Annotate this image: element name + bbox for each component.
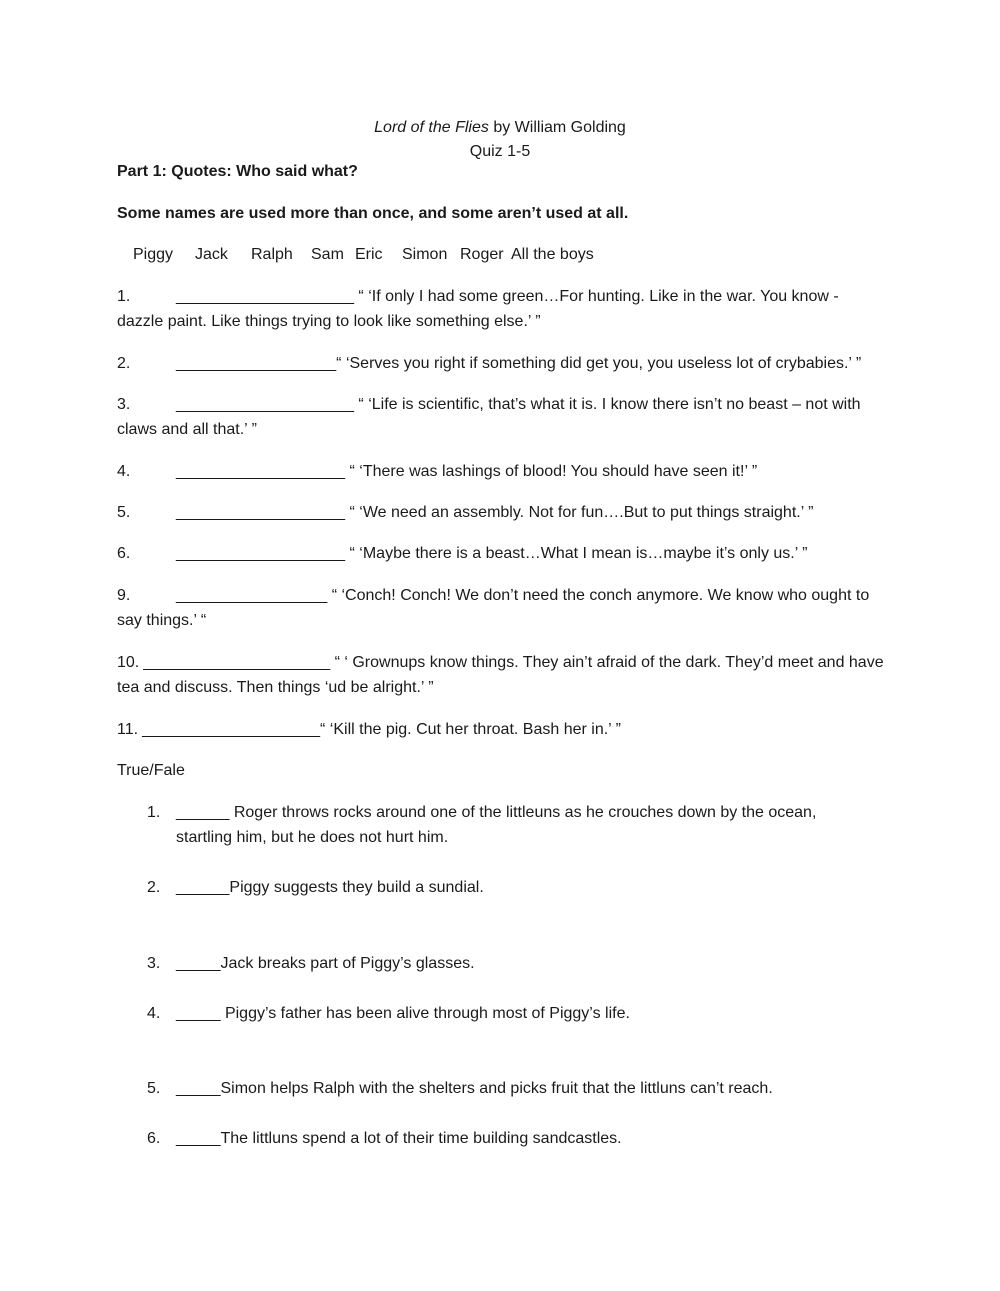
quote-text: ___________________ “ ‘There was lashings of blood! You should have seen it!’ ” xyxy=(176,463,758,480)
truefalse-text: _____Simon helps Ralph with the shelters and picks fruit that the littluns can’t reach. xyxy=(176,1080,773,1097)
name-eric: Eric xyxy=(355,246,383,263)
document-title xyxy=(0,118,1000,138)
book-title: Lord of the Flies xyxy=(374,119,489,136)
part1-instruction: Some names are used more than once, and some aren’t used at all. xyxy=(117,205,629,222)
quote-text: ____________________“ ‘Kill the pig. Cut her throat. Bash her in.’ ” xyxy=(142,721,621,738)
quiz-subtitle: Quiz 1-5 xyxy=(469,143,531,160)
author-byline: by William Golding xyxy=(488,119,626,136)
quote-text: _________________ “ ‘Conch! Conch! We don’t need the conch anymore. We know who ought to say things.’ “ xyxy=(117,587,870,629)
truefalse-item: 4. _____ Piggy’s father has been alive through most of Piggy’s life. xyxy=(147,1001,847,1026)
quote-text: ___________________ “ ‘We need an assembly. Not for fun….But to put things straight.’ ” xyxy=(176,504,814,521)
quote-item: 9. _________________ “ ‘Conch! Conch! We don’t need the conch anymore. We know who ought to say things.’ “ xyxy=(117,587,870,629)
quote-item: 2. __________________“ ‘Serves you right if something did get you, you useless lot of crybabies.’ ” xyxy=(117,355,862,372)
name-piggy: Piggy xyxy=(133,246,174,263)
name-simon: Simon xyxy=(402,246,448,263)
truefalse-heading: True/Fale xyxy=(117,762,185,779)
quote-item: 11. ____________________“ ‘Kill the pig. Cut her throat. Bash her in.’ ” xyxy=(117,721,621,738)
quote-text: ____________________ “ ‘Life is scientific, that’s what it is. I know there isn’t no beast – not with claws and all that.’ ” xyxy=(117,396,861,438)
truefalse-text: _____Jack breaks part of Piggy’s glasses. xyxy=(176,955,475,972)
truefalse-text: ______ Roger throws rocks around one of the littleuns as he crouches down by the ocean, startling him, but he does not hurt him. xyxy=(176,804,817,846)
truefalse-item: 2. ______Piggy suggests they build a sundial. xyxy=(147,875,847,900)
quote-item: 4. ___________________ “ ‘There was lashings of blood! You should have seen it!’ ” xyxy=(117,463,758,480)
truefalse-text: _____ Piggy’s father has been alive through most of Piggy’s life. xyxy=(176,1005,630,1022)
name-sam: Sam xyxy=(311,246,344,263)
truefalse-text: ______Piggy suggests they build a sundial. xyxy=(176,879,484,896)
quote-text: ____________________ “ ‘If only I had some green…For hunting. Like in the war. You know - dazzle paint. Like things trying to look like something else.’ ” xyxy=(117,288,839,330)
quote-text: _____________________ “ ‘ Grownups know things. They ain’t afraid of the dark. They’d meet and have tea and discuss. Then things ‘ud be alright.’ ” xyxy=(117,654,884,696)
part1-heading: Part 1: Quotes: Who said what? xyxy=(117,163,358,180)
truefalse-item: 6. _____The littluns spend a lot of their time building sandcastles. xyxy=(147,1126,847,1151)
quote-text: ___________________ “ ‘Maybe there is a beast…What I mean is…maybe it’s only us.’ ” xyxy=(176,545,808,562)
truefalse-text: _____The littluns spend a lot of their time building sandcastles. xyxy=(176,1130,622,1147)
name-jack: Jack xyxy=(195,246,228,263)
quote-item: 3. ____________________ “ ‘Life is scientific, that’s what it is. I know there isn’t no beast – not with claws and all that.’ ” xyxy=(117,396,861,438)
name-all-the-boys: All the boys xyxy=(511,246,594,263)
quote-item: 5. ___________________ “ ‘We need an assembly. Not for fun….But to put things straight.’ ” xyxy=(117,504,814,521)
name-roger: Roger xyxy=(460,246,504,263)
quote-item: 6. ___________________ “ ‘Maybe there is a beast…What I mean is…maybe it’s only us.’ ” xyxy=(117,545,808,562)
quote-item: 10. _____________________ “ ‘ Grownups know things. They ain’t afraid of the dark. They’d meet and have tea and discuss. Then things ‘ud be alright.’ ” xyxy=(117,654,884,696)
truefalse-item: 1. ______ Roger throws rocks around one of the littleuns as he crouches down by the ocean, startling him, but he does not hurt him. xyxy=(147,800,847,850)
quote-item: 1. ____________________ “ ‘If only I had some green…For hunting. Like in the war. You know - dazzle paint. Like things trying to look like something else.’ ” xyxy=(117,288,839,330)
quote-text: __________________“ ‘Serves you right if something did get you, you useless lot of crybabies.’ ” xyxy=(176,355,862,372)
truefalse-item: 3. _____Jack breaks part of Piggy’s glasses. xyxy=(147,951,847,976)
name-ralph: Ralph xyxy=(251,246,293,263)
truefalse-item: 5. _____Simon helps Ralph with the shelters and picks fruit that the littluns can’t reach. xyxy=(147,1076,847,1101)
